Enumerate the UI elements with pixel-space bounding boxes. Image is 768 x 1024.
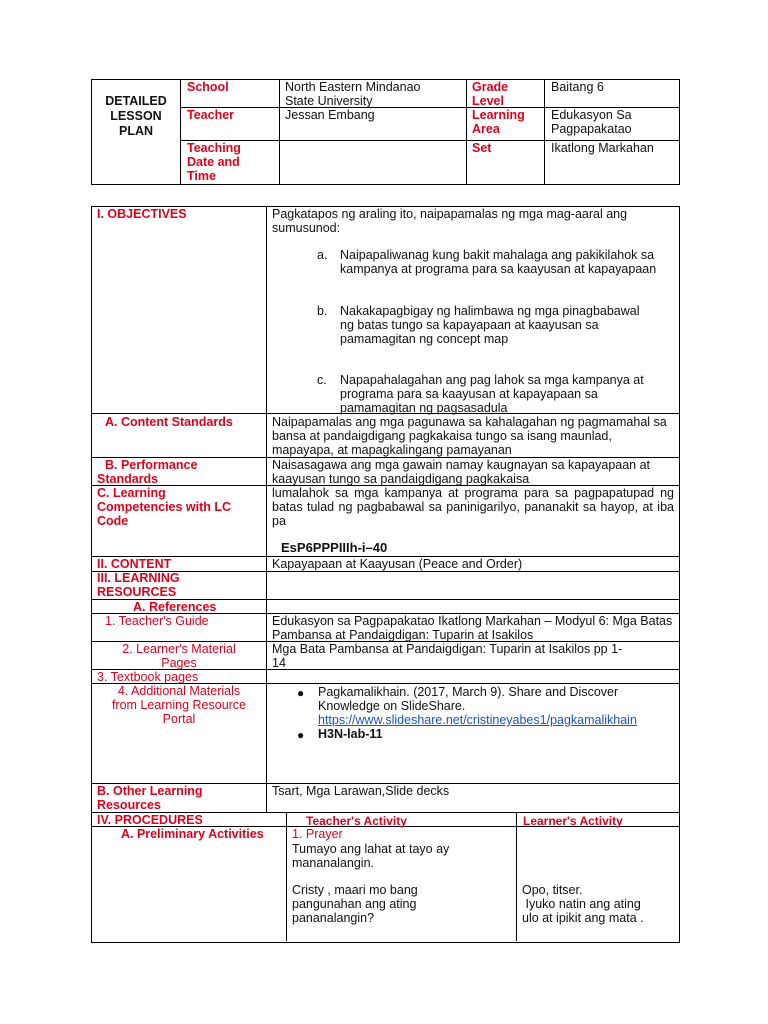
competencies-code: EsP6PPPIIIh-i–40 <box>281 540 388 555</box>
objectives-intro: Pagkatapos ng araling ito, naipapamalas ng mga mag-aaral ang sumusunod: <box>272 207 628 235</box>
area-label: Learning Area <box>472 108 525 136</box>
bullet-icon: ● <box>297 728 305 742</box>
competencies-value: lumalahok sa mga kampanya at programa para sa pagpapatupad ng batas tulad ng pagbabawal sa paninigarilyo, pananakit sa hayop, at iba pa <box>272 486 674 528</box>
set-label: Set <box>472 141 492 155</box>
performance-standards-label: B. Performance Standards <box>97 458 198 486</box>
other-resources-value: Tsart, Mga Larawan,Slide decks <box>272 784 450 798</box>
objective-item-b: Nakakapagbigay ng halimbawa ng mga pinagbabawal ng batas tungo sa kapayapaan at kaayusan sa pamamagitan ng concept map <box>340 304 640 346</box>
slideshare-link[interactable]: https://www.slideshare.net/cristineyabes1/pagkamalikhain <box>318 713 637 727</box>
objective-item-a: Naipapaliwanag kung bakit mahalaga ang pakikilahok sa kampanya at programa para sa kaayusan at kapayapaan <box>340 248 657 276</box>
additional-item-2: H3N-lab-11 <box>318 727 383 741</box>
content-value: Kapayapaan at Kaayusan (Peace and Order) <box>272 557 523 571</box>
bullet-icon: ● <box>297 686 305 700</box>
teacher-label: Teacher <box>187 108 235 122</box>
learner-response: Opo, titser. Iyuko natin ang ating ulo at ipikit ang mata . <box>522 883 644 925</box>
objective-item-c: Napapahalagahan ang pag lahok sa mga kampanya at programa para sa kaayusan at kapayapaan sa pamamagitan ng pagsasadula <box>340 373 644 415</box>
grade-label: Grade Level <box>472 80 509 108</box>
prayer-label: 1. Prayer <box>292 827 343 841</box>
preliminary-activities-label: A. Preliminary Activities <box>121 827 264 841</box>
teachers-guide-label: 1. Teacher's Guide <box>105 614 209 628</box>
additional-item-1: Pagkamalikhain. (2017, March 9). Share and Discover Knowledge on SlideShare. <box>318 685 619 713</box>
teacher-instruction-2: Cristy , maari mo bang pangunahan ang ating pananalangin? <box>292 883 418 925</box>
content-standards-value: Naipapamalas ang mga pagunawa sa kahalagahan ng pagmamahal sa bansa at pandaigdigang pagkakaisa tungo sa isang maunlad, mapayapa, at mapagkalingang pamayanan <box>272 415 667 457</box>
area-value: Edukasyon Sa Pagpapakatao <box>551 108 632 136</box>
other-resources-label: B. Other Learning Resources <box>97 784 203 812</box>
objective-letter-a: a. <box>317 248 328 262</box>
objective-letter-c: c. <box>317 373 327 387</box>
content-label: II. CONTENT <box>97 557 172 571</box>
objective-letter-b: b. <box>317 304 328 318</box>
content-standards-label: A. Content Standards <box>105 415 233 429</box>
references-label: A. References <box>133 600 217 614</box>
teachers-guide-value: Edukasyon sa Pagpapakatao Ikatlong Markahan – Modyul 6: Mga Batas Pambansa at Pandaigdigan: Tuparin at Isakilos <box>272 614 673 642</box>
school-value: North Eastern Mindanao State University <box>285 80 421 108</box>
additional-materials-label: 4. Additional Materials from Learning Resource Portal <box>111 684 247 726</box>
teacher-instruction-1: Tumayo ang lahat at tayo ay mananalangin. <box>292 842 450 870</box>
resources-label: III. LEARNING RESOURCES <box>97 571 180 599</box>
school-label: School <box>187 80 229 94</box>
date-label: Teaching Date and Time <box>187 141 241 183</box>
learners-material-label: 2. Learner's Material Pages <box>122 642 236 670</box>
teacher-value: Jessan Embang <box>285 108 375 122</box>
learner-activity-header: Learner's Activity <box>523 814 623 828</box>
performance-standards-value: Naisasagawa ang mga gawain namay kaugnayan sa kapayapaan at kaayusan tungo sa pandaigdigang pagkakaisa <box>272 458 651 486</box>
textbook-pages-label: 3. Textbook pages <box>97 670 199 684</box>
plan-title: DETAILED LESSON PLAN <box>105 94 167 138</box>
objectives-label: I. OBJECTIVES <box>97 207 187 221</box>
learners-material-value: Mga Bata Pambansa at Pandaigdigan: Tuparin at Isakilos pp 1- 14 <box>272 642 623 670</box>
set-value: Ikatlong Markahan <box>551 141 654 155</box>
competencies-label: C. Learning Competencies with LC Code <box>97 486 232 528</box>
procedures-label: IV. PROCEDURES <box>97 813 203 827</box>
teacher-activity-header: Teacher's Activity <box>306 814 407 828</box>
grade-value: Baitang 6 <box>551 80 604 94</box>
